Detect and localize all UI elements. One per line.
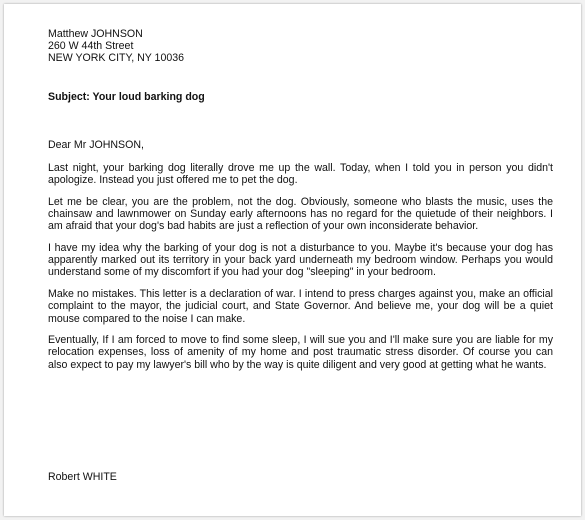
sender-address: [48, 28, 553, 65]
letter-content: [48, 28, 553, 371]
letter-paragraph: Let me be clear, you are the problem, not the dog. Obviously, someone who blasts the music, uses the chainsaw and lawnmower on Sunday early afternoons has no regard for the quietude of their neighbors. I am afraid that your dog's bad habits are just a reflection of your own inconsiderate behavior.: [48, 195, 553, 233]
letter-paragraph: Last night, your barking dog literally drove me up the wall. Today, when I told you in person you didn't apologize. Instead you just offered me to pet the dog.: [48, 162, 553, 187]
sender-name: Matthew JOHNSON: [48, 28, 143, 40]
letter-paragraph: I have my idea why the barking of your dog is not a disturbance to you. Maybe it's because your dog has apparently marked out its territory in your back yard underneath my bedroom window. Perhaps you would understand some of my discomfort if you had your dog "sleeping" in your bedroom.: [48, 242, 553, 279]
letter-signature: Robert WHITE: [48, 471, 117, 483]
letter-paragraph: Eventually, If I am forced to move to find some sleep, I will sue you and I'll make sure you are liable for my relocation expenses, loss of amenity of my home and post traumatic stress disorder. Of course you can also expect to pay my lawyer's bill who by the way is quite diligent and very good at getting what he wants.: [48, 334, 553, 371]
letter-salutation: Dear Mr JOHNSON,: [48, 138, 144, 151]
sender-city: NEW YORK CITY, NY 10036: [48, 52, 185, 65]
letter-paragraph: Make no mistakes. This letter is a declaration of war. I intend to press charges against you, make an official complaint to the mayor, the judicial court, and State Governor. And believe me, your dog will be a quiet mouse compared to the noise I can make.: [48, 288, 553, 325]
sender-street: 260 W 44th Street: [48, 40, 134, 53]
letter-subject: Subject: Your loud barking dog: [48, 90, 205, 103]
letter-page: [4, 4, 581, 516]
